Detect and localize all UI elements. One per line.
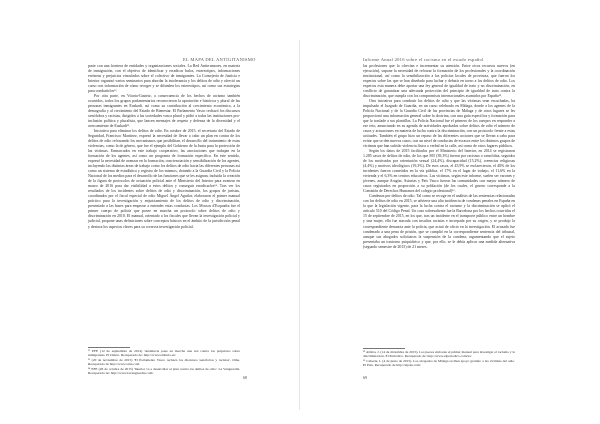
running-header: EL MAPA DEL ANTIGITANISMO [183, 57, 256, 62]
paragraph: parte con una frontera de entidades y organizaciones sociales. La Red Antirrumores, en materia de inmigración, con el objetivo de identificar y erradicar bulos, estereotipos, informaciones erróneas y prejuicios vinculados sobre el colectivo de inmigrantes. La Consejería de Justicia e Interior organizó varios seminarios para abordar la intolerancia y los delitos de odio y ofreció un curso con información de cómo recoger y se difunden los estereotipos, así como sus estrategias para combatirlos¹². [88, 64, 240, 94]
footnote: ¹⁴ EFE (26 de octubre de 2015) 'Interior va a desarrollar el plan contra los delitos de odio'. La Vanguardia. Recuperado de: http://www.lavanguardia.com/ [88, 366, 240, 376]
body-column [363, 64, 515, 250]
footnote: ¹² EFE (12 de septiembre de 2014) 'Andalucía pone en marcha una red contra los prejuicios sobre inmigrantes. El Diario. Recuperado de: http://www.eldiario.es/ [88, 349, 240, 358]
running-header: Informe Anual 2016 sobre el racismo en el estado español [363, 57, 484, 62]
paragraph: Iniciativa para eliminar los delitos de odio. En octubre de 2015, el secretario del Estado de Seguridad, Francisco Martínez, expresó la necesidad de llevar a cabo un plan en contra de los delitos de odio reforzando los mecanismos que posibilitan, el desarrollo del tratamiento de estas violencias, como la de género, que fue el ejemplo del Gobierno de la Junta para la protección de las víctimas. Enmarcados en este trabajo cooperativo, las asociaciones que trabajan en la formación de los agentes, así como un programa de formación específica. En este sentido, expresó la necesidad de avanzar en la formación, concienciación y sensibilización de los agentes, incluyendo las distintas áreas de trabajo como los delitos de odio hacia las diferentes personas así como un sistema de estadística y registro de los mismos, dotando a la Guardia Civil y la Policía Nacional de los medios para el desarrollo de las funciones que se les asignan, incluida la creación de la figura de protocolos de actuación policial ante el Ministerio del Interior para avanzar en marzo de 2016 para dar visibilidad a estos delitos y conseguir erradicarlos¹⁴. Tras ver los resultados de los incidentes sobre delitos de odio y discriminación, los grupos de juristas, coordinados por el fiscal especial de odio Miguel Ángel Aguilar, elaboraron el primer manual práctico para la investigación y enjuiciamiento de los delitos de odio y discriminación, presentado a las bases para empezar a entender estas conductas. Los Mossos d'Esquadra fue el primer cuerpo de policía que posee en marcha un protocolo sobre delitos de odio y discriminación en 2010. El manual, orientado a los fiscales que llevan la investigación policial y judicial, propone unas definiciones sobre conceptos básicos en el ámbito de la jurisdicción penal y destaca los aspectos claves para su correcta investigación policial. [88, 129, 240, 229]
paragraph: Según los datos de 2015 facilitados por el Ministerio del Interior, en 2014 se registraron 1.285 casos de delitos de odio, de los que 505 (39,3%) fueron por racismo o xenofobia, seguidos de los motivados por orientación sexual (24,4%), discapacidad (15,2%), creencias religiosas (4,4%) y motivos ideológicos (19,3%). De esos casos, el 45,9% se esclarecieron, el 40% de los incidentes fueron cometidos en la vía pública, el 17% en el lugar de trabajo, el 11,6% en la vivienda y el 6,3% en centros educativos. Las víctimas, según este informe, suelen ser varones y jóvenes, aunque Aragón, Asturias y País Vasco fueron las comunidades con mayor número de casos registrados en proporción a su población (de los cuales, el grueso corresponde a la Comisión de Derechos Humanos del colegio profesional)¹⁶. [363, 149, 515, 194]
paragraph: Por otra parte, en Vitoria-Gasteiz, a consecuencia de los hechos de racismo también ocurridos, todos los grupos parlamentarios reconocieron la aportación e histórica y plural de las personas inmigrantes en Euskadi, así como su contribución al crecimiento económico, a la demografía y al crecimiento del Estado de Bienestar. El Parlamento Vasco rechazó los discursos xenófobos y racistas, dirigidos a las sociedades vasca plural y pidió a todas las instituciones pro-inclusión política y pluralista, que lancen mensajes de respeto y defensa de la diversidad y el acercamiento de Euskadi¹³. [88, 94, 240, 129]
paragraph: Condenas por delitos de odio. Tal como se recoge en el análisis de las sentencias relacionadas con los delitos de odio en 2015, se advierte una alta incidencia de condenas penales en España en la que la legislación vigente, para la lucha contra el racismo y la discriminación se aplicó el artículo 510 del Código Penal. Un caso sobresaliente fue la Barcelona por los hechos ocurridos el 15 de septiembre de 2015, en los que, tras un incidente en el transporte público entre un hombre y una mujer, ella fue atacada con insultos racistas e increpada por su origen, y se produjo la correspondiente denuncia ante la policía, que actuó de oficio en la investigación. El acusado fue condenado a una pena de prisión, que se cumplió en la correspondiente sentencia del tribunal, aunque sus abogados solicitaron la suspensión de la condena, argumentando que el sujeto presentaba un trastorno psiquiátrico y que, por ello, se le debía aplicar una medida alternativa (segundo semestre de 2015) de 21 meses. [363, 194, 515, 249]
footnote-rule [88, 347, 130, 348]
footnotes [363, 350, 515, 368]
footnote: ¹⁵ Alfaba, J. (14 de diciembre de 2015). Los jueces elaboran el primer manual para investigar el racismo y la discriminación. El Periódico. Recuperado de: http://www.elperiodico.com/es/ [363, 350, 515, 359]
page-number: 69 [363, 375, 367, 380]
footnote: ¹⁶ Cuberia, I. (4 de junio de 2015). Los abogados de Málaga reciben apoyo gratuito a las víctimas del odio. El País. Recuperado de http://elpais.com/ [363, 358, 515, 368]
footnote: ¹³ (20 de noviembre de 2015) 'El Parlamento Vasco rechaza los discursos xenófobos y racistas'. Oma. Recuperado de http://www.oma.com [88, 357, 240, 367]
paragraph: las profesiones que lo ofrecían e incrementar su atención. Entre otros recursos nuevos (en ejecución), supone la necesidad de reforzar la formación de los profesionales y la coordinación institucional, así como la sensibilización a las policías locales de provincia, que fueron los expertos sobre las que se han diseñado para luchar y debatir en torno a los delitos de odio. Los expertos esta manera debe aportar una ley general de igualdad de trato y no discriminación, en conflicto de garantizar una adecuada protección del principio de igualdad de trato contra la discriminación, que cumpla con los compromisos internacionales asumidos por España¹⁵. [363, 64, 515, 99]
paragraph: Otra iniciativa para combatir los delitos de odio y que las víctimas sean escuchadas, ha impulsado el Juzgado de Guardia, en un curso celebrado en Málaga, donde a los agentes de la Policía Nacional y de la Guardia Civil de las provincias de Málaga y de otros lugares se les proporcionó una información general sobre la doctrina, con una guía específica y formación para que lo traslade a sus plantillas. La Policía Nacional fue el primero de los cuerpos en responder a ese reto, anunciando en su agenda de actividades aprobadas sobre delitos de odio el número de casos y actuaciones en materia de lucha contra la discriminación, con un protocolo frente a estas actitudes. También el grupo hizo un repaso de las diferentes acciones que se llevan a cabo para evitar que se den nuevos casos, con un nivel de conductas de escasos entre los distintos grupos de víctimas que han sufrido violencia física o verbal en la calle, así como de otros lugares públicos. [363, 99, 515, 149]
footnote-rule [363, 348, 405, 349]
page-number: 68 [243, 375, 247, 380]
right-page [300, 0, 600, 424]
footnotes [88, 349, 240, 375]
body-column [88, 64, 240, 230]
